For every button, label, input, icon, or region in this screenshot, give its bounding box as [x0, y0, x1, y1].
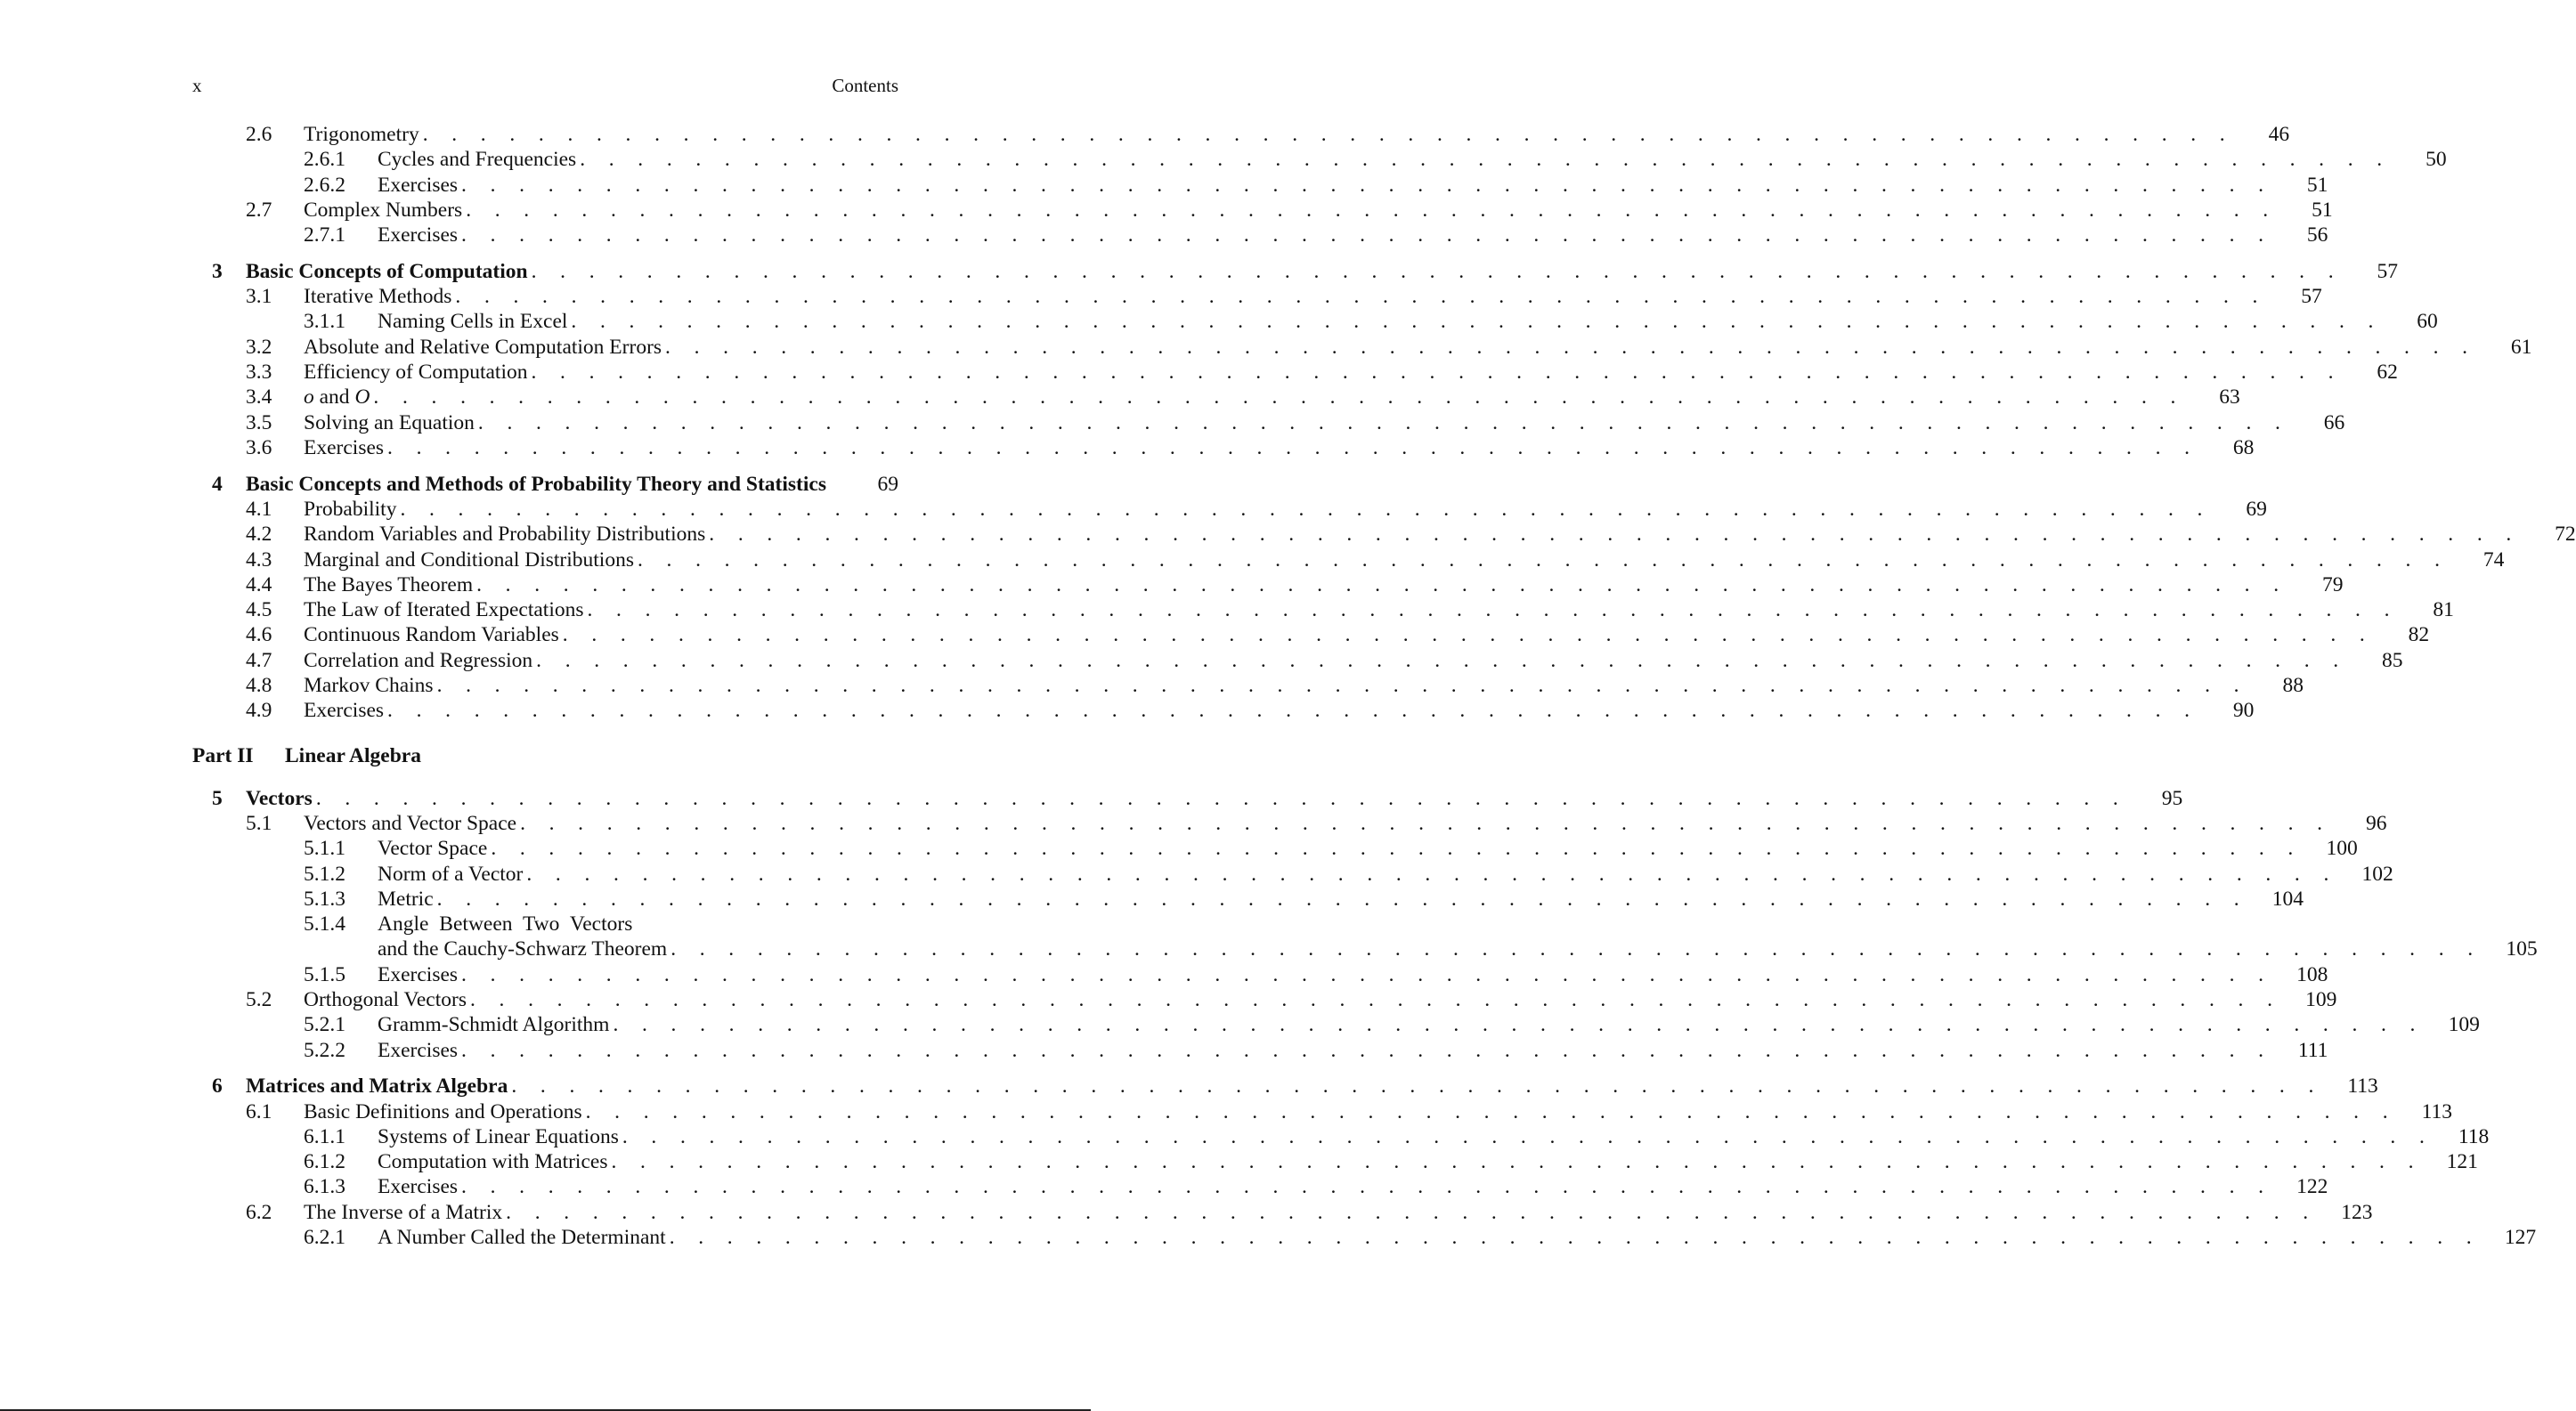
subsection-title: A Number Called the Determinant [378, 1226, 666, 1250]
toc-section[interactable] [192, 597, 2454, 622]
toc-section[interactable] [192, 698, 2255, 723]
section-number: 3.6 [246, 435, 272, 459]
toc-subsection[interactable] [192, 1149, 2478, 1174]
chapter-number: 6 [212, 1074, 223, 1099]
leader-dots: . . . . . . . . . . . . . . . . . . . . . . . . . . . . . . . . . . . . . . . . . . . . . . . . . . . . . . . . . . . . . . . [571, 310, 2383, 334]
subsection-title: Metric [378, 887, 434, 911]
leader-dots: . . . . . . . . . . . . . . . . . . . . . . . . . . . . . . . . . . . . . . . . . . . . . . . . . . . . . . . . . . . . . . . [461, 173, 2273, 197]
subsection-title: Gramm-Schmidt Algorithm [378, 1013, 610, 1037]
leader-dots: . . . . . . . . . . . . . . . . . . . . . . . . . . . . . . . . . . . . . . . . . . . . . . . . . . . . . . . . . . . . . . . [562, 623, 2375, 647]
subsection-title: Computation with Matrices [378, 1150, 608, 1174]
section-title: Vectors and Vector Space [304, 811, 517, 835]
leader-dots: . . . . . . . . . . . . . . . . . . . . . . . . . . . . . . . . . . . . . . . . . . . . . . . . . . . . . . . . . . . . . . . [637, 547, 2450, 572]
chapter-title: Basic Concepts of Computation [246, 259, 528, 283]
section-title: The Law of Iterated Expectations [304, 598, 584, 622]
leader-dots: . . . . . . . . . . . . . . . . . . . . . . . . . . . . . . . . . . . . . . . . . . . . . . . . . . . . . . . . . . . . . . . [531, 259, 2343, 283]
section-page: 66 [2323, 410, 2345, 434]
toc-section[interactable] [192, 335, 2532, 360]
part-number: Part II [192, 743, 254, 767]
section-page: 74 [2483, 547, 2505, 572]
toc-block-ch5b [192, 962, 2480, 1063]
leader-dots: . . . . . . . . . . . . . . . . . . . . . . . . . . . . . . . . . . . . . . . . . . . . . . . . . . . . . . . . . . . . . . . [436, 887, 2249, 911]
toc-subsection[interactable] [192, 1225, 2537, 1250]
subsection-number: 5.2.2 [304, 1038, 345, 1062]
page-header [192, 75, 898, 100]
section-page: 46 [2268, 123, 2290, 146]
toc-section[interactable] [192, 1200, 2373, 1225]
section-number: 4.2 [246, 523, 272, 547]
section-number: 4.4 [246, 572, 272, 596]
chapter-page: 57 [2377, 259, 2398, 283]
section-page: 109 [2305, 987, 2337, 1011]
toc-subsection[interactable] [192, 836, 2358, 861]
toc-subsection[interactable] [192, 309, 2438, 334]
toc-subsection[interactable] [192, 1174, 2328, 1199]
chapter-title: Matrices and Matrix Algebra [246, 1074, 508, 1099]
leader-dots: . . . . . . . . . . . . . . . . . . . . . . . . . . . . . . . . . . . . . . . . . . . . . . . . . . . . . . . . . . . . . . . [469, 987, 2282, 1011]
toc-section[interactable] [192, 522, 2576, 547]
subsection-page: 118 [2458, 1124, 2490, 1148]
leader-dots: . . . . . . . . . . . . . . . . . . . . . . . . . . . . . . . . . . . . . . . . . . . . . . . . . . . . . . . . . . . . . . . [422, 123, 2235, 146]
toc-subsection[interactable] [192, 962, 2328, 987]
toc-section[interactable] [192, 497, 2267, 522]
subsection-title-line1: Angle Between Two Vectors [378, 912, 633, 937]
subsection-page: 121 [2446, 1150, 2478, 1174]
subsection-page: 56 [2306, 223, 2328, 247]
toc-section[interactable] [192, 410, 2345, 435]
leader-dots: . . . . . . . . . . . . . . . . . . . . . . . . . . . . . . . . . . . . . . . . . . . . . . . . . . . . . . . . . . . . . . . [520, 811, 2332, 835]
toc-section[interactable] [192, 547, 2505, 572]
big-o-symbol: O [354, 385, 370, 410]
section-title: Solving an Equation [304, 410, 475, 434]
leader-dots: . . . . . . . . . . . . . . . . . . . . . . . . . . . . . . . . . . . . . . . . . . . . . . . . . . . . . . . . . . . . . . . [709, 523, 2521, 547]
leader-dots: . . . . . . . . . . . . . . . . . . . . . . . . . . . . . . . . . . . . . . . . . . . . . . . . . . . . . . . . . . . . . . . [436, 674, 2248, 698]
leader-dots: . . . . . . . . . . . . . . . . . . . . . . . . . . . . . . . . . . . . . . . . . . . . . . . . . . . . . . . . . . . . . . . [580, 148, 2392, 172]
section-title: Markov Chains [304, 674, 434, 698]
leader-dots: . . . . . . . . . . . . . . . . . . . . . . . . . . . . . . . . . . . . . . . . . . . . . . . . . . . . . . . . . . . . . . . [315, 786, 2128, 810]
subsection-title: Norm of a Vector [378, 862, 524, 886]
section-number: 6.2 [246, 1200, 272, 1224]
section-page: 113 [2421, 1099, 2452, 1123]
leader-dots: . . . . . . . . . . . . . . . . . . . . . . . . . . . . . . . . . . . . . . . . . . . . . . . . . . . . . . . . . . . . . . . [670, 937, 2483, 961]
leader-dots: . . . . . . . . . . . . . . . . . . . . . . . . . . . . . . . . . . . . . . . . . . . . . . . . . . . . . . . . . . . . . . . [587, 598, 2399, 622]
section-title: The Inverse of a Matrix [304, 1200, 503, 1224]
subsection-number: 6.1.3 [304, 1175, 345, 1199]
toc-section[interactable] [192, 122, 2290, 147]
section-page: 81 [2433, 598, 2454, 622]
chapter-page: 95 [2161, 786, 2183, 810]
subsection-title: Exercises [378, 962, 459, 986]
little-o-symbol: o [304, 385, 314, 410]
section-number: 4.6 [246, 623, 272, 647]
subsection-number: 5.1.4 [304, 912, 345, 937]
subsection-page: 104 [2271, 887, 2304, 911]
section-page: 62 [2377, 361, 2398, 385]
leader-dots: . . . . . . . . . . . . . . . . . . . . . . . . . . . . . . . . . . . . . . . . . . . . . . . . . . . . . . . . . . . . . . . [461, 1175, 2273, 1199]
subsection-title: Exercises [378, 173, 459, 197]
subsection-title: Vector Space [378, 837, 488, 861]
toc-subsection[interactable] [192, 1038, 2328, 1063]
section-title: The Bayes Theorem [304, 572, 474, 596]
section-title: Random Variables and Probability Distributions [304, 523, 706, 547]
subsection-title-line2: and the Cauchy-Schwarz Theorem [378, 937, 668, 961]
and-word: and [313, 385, 355, 410]
section-title: Continuous Random Variables [304, 623, 559, 647]
leader-dots: . . . . . . . . . . . . . . . . . . . . . . . . . . . . . . . . . . . . . . . . . . . . . . . . . . . . . . . . . . . . . . . [387, 435, 2199, 459]
section-title: Complex Numbers [304, 198, 463, 222]
toc-subsection[interactable] [192, 1124, 2490, 1149]
toc-block-ch3 [192, 284, 2532, 385]
subsection-page: 60 [2417, 310, 2438, 334]
leader-dots: . . . . . . . . . . . . . . . . . . . . . . . . . . . . . . . . . . . . . . . . . . . . . . . . . . . . . . . . . . . . . . . [477, 410, 2290, 434]
section-number: 3.3 [246, 361, 272, 385]
toc-subsection[interactable] [192, 147, 2447, 172]
leader-dots: . . . . . . . . . . . . . . . . . . . . . . . . . . . . . . . . . . . . . . . . . . . . . . . . . . . . . . . . . . . . . . . [491, 837, 2303, 861]
leader-dots: . . . . . . . . . . . . . . . . . . . . . . . . . . . . . . . . . . . . . . . . . . . . . . . . . . . . . . . . . . . . . . . [400, 497, 2212, 521]
toc-chapter-4[interactable] [192, 472, 898, 497]
table-of-contents [192, 122, 2576, 1250]
section-page: 79 [2322, 572, 2344, 596]
toc-section[interactable] [192, 811, 2387, 836]
section-number: 5.2 [246, 987, 272, 1011]
toc-section[interactable] [192, 435, 2255, 460]
subsection-number: 5.1.2 [304, 862, 345, 886]
leader-dots: . . . . . . . . . . . . . . . . . . . . . . . . . . . . . . . . . . . . . . . . . . . . . . . . . . . . . . . . . . . . . . . [466, 198, 2278, 222]
subsection-number: 3.1.1 [304, 310, 345, 334]
toc-section[interactable] [192, 284, 2322, 309]
leader-dots: . . . . . . . . . . . . . . . . . . . . . . . . . . . . . . . . . . . . . . . . . . . . . . . . . . . . . . . . . . . . . . . [461, 1038, 2273, 1062]
toc-subsection[interactable] [192, 887, 2304, 912]
subsection-title: Cycles and Frequencies [378, 148, 577, 172]
subsection-page: 105 [2506, 937, 2538, 961]
leader-dots: . . . . . . . . . . . . . . . . . . . . . . . . . . . . . . . . . . . . . . . . . . . . . . . . . . . . . . . . . . . . . . . [461, 962, 2273, 986]
section-number: 4.3 [246, 547, 272, 572]
toc-section[interactable] [192, 648, 2403, 673]
subsection-number: 6.1.1 [304, 1124, 345, 1148]
toc-subsection[interactable] [192, 173, 2328, 198]
leader-dots: . . . . . . . . . . . . . . . . . . . . . . . . . . . . . . . . . . . . . . . . . . . . . . . . . . . . . . . . . . . . . . . [373, 385, 2185, 410]
toc-subsection[interactable] [192, 862, 2393, 887]
section-page: 123 [2341, 1200, 2373, 1224]
toc-chapter-3[interactable] [192, 259, 2398, 284]
chapter-number: 5 [212, 786, 223, 810]
chapter-title: Vectors [246, 786, 313, 810]
section-number: 4.1 [246, 497, 272, 521]
section-page: 68 [2232, 435, 2255, 459]
subsection-number: 5.1.1 [304, 837, 345, 861]
leader-dots: . . . . . . . . . . . . . . . . . . . . . . . . . . . . . . . . . . . . . . . . . . . . . . . . . . . . . . . . . . . . . . . [613, 1013, 2425, 1037]
toc-section[interactable] [192, 673, 2304, 698]
section-number: 3.2 [246, 335, 272, 359]
section-page: 96 [2365, 811, 2387, 835]
subsection-title: Exercises [378, 1175, 459, 1199]
leader-dots: . . . . . . . . . . . . . . . . . . . . . . . . . . . . . . . . . . . . . . . . . . . . . . . . . . . . . . . . . . . . . . . [511, 1074, 2323, 1099]
toc-chapter-6[interactable] [192, 1074, 2378, 1099]
toc-section[interactable] [192, 572, 2344, 597]
page-number: x [192, 75, 202, 96]
subsection-page: 50 [2426, 148, 2447, 172]
subsection-number: 6.2.1 [304, 1226, 345, 1250]
section-title: Orthogonal Vectors [304, 987, 467, 1011]
toc-section[interactable] [192, 987, 2337, 1012]
leader-dots: . . . . . . . . . . . . . . . . . . . . . . . . . . . . . . . . . . . . . . . . . . . . . . . . . . . . . . . . . . . . . . . [669, 1226, 2482, 1250]
subsection-title: Exercises [378, 223, 459, 247]
toc-section[interactable] [192, 622, 2430, 647]
subsection-page: 51 [2306, 173, 2328, 197]
chapter-page: 113 [2347, 1074, 2378, 1099]
subsection-number: 5.2.1 [304, 1013, 345, 1037]
subsection-number: 2.6.1 [304, 148, 345, 172]
toc-block-ch4 [192, 497, 2576, 724]
chapter-page: 69 [877, 472, 898, 496]
section-number: 3.1 [246, 285, 272, 309]
section-number: 2.6 [246, 123, 272, 146]
toc-part-2[interactable] [192, 738, 898, 774]
subsection-title: Naming Cells in Excel [378, 310, 568, 334]
section-number: 5.1 [246, 811, 272, 835]
subsection-page: 109 [2448, 1013, 2480, 1037]
leader-dots: . . . . . . . . . . . . . . . . . . . . . . . . . . . . . . . . . . . . . . . . . . . . . . . . . . . . . . . . . . . . . . . [536, 648, 2348, 672]
subsection-page: 122 [2296, 1175, 2328, 1199]
section-title: Probability [304, 497, 397, 521]
toc-subsection[interactable] [192, 223, 2328, 247]
section-number: 4.7 [246, 648, 272, 672]
chapter-title: Basic Concepts and Methods of Probability Theory and Statistics [246, 472, 826, 496]
toc-block-ch5 [192, 811, 2393, 912]
section-number: 4.8 [246, 674, 272, 698]
running-title: Contents [832, 75, 898, 96]
subsection-page: 127 [2504, 1226, 2537, 1250]
leader-dots: . . . . . . . . . . . . . . . . . . . . . . . . . . . . . . . . . . . . . . . . . . . . . . . . . . . . . . . . . . . . . . . [585, 1099, 2397, 1123]
chapter-number: 4 [212, 472, 223, 496]
subsection-page: 102 [2361, 862, 2393, 886]
section-page: 63 [2219, 385, 2240, 410]
leader-dots: . . . . . . . . . . . . . . . . . . . . . . . . . . . . . . . . . . . . . . . . . . . . . . . . . . . . . . . . . . . . . . . [476, 572, 2288, 596]
section-title: Trigonometry [304, 123, 419, 146]
section-title: Efficiency of Computation [304, 361, 528, 385]
part-title: Linear Algebra [285, 743, 421, 767]
leader-dots: . . . . . . . . . . . . . . . . . . . . . . . . . . . . . . . . . . . . . . . . . . . . . . . . . . . . . . . . . . . . . . . [531, 361, 2343, 385]
subsection-title: Exercises [378, 1038, 459, 1062]
section-page: 82 [2408, 623, 2430, 647]
toc-block-ch2 [192, 122, 2447, 247]
toc-section-3-4[interactable] [192, 385, 2240, 410]
toc-chapter-5[interactable] [192, 786, 2183, 811]
section-title [304, 385, 370, 410]
section-page: 90 [2232, 699, 2255, 723]
subsection-number: 5.1.5 [304, 962, 345, 986]
leader-dots: . . . . . . . . . . . . . . . . . . . . . . . . . . . . . . . . . . . . . . . . . . . . . . . . . . . . . . . . . . . . . . . [506, 1200, 2318, 1224]
subsection-title: Systems of Linear Equations [378, 1124, 619, 1148]
section-number: 3.4 [246, 385, 272, 410]
leader-dots: . . . . . . . . . . . . . . . . . . . . . . . . . . . . . . . . . . . . . . . . . . . . . . . . . . . . . . . . . . . . . . . [526, 862, 2338, 886]
leader-dots: . . . . . . . . . . . . . . . . . . . . . . . . . . . . . . . . . . . . . . . . . . . . . . . . . . . . . . . . . . . . . . . [455, 285, 2267, 309]
toc-subsection-5-1-4[interactable] [192, 912, 2538, 962]
section-page: 61 [2510, 335, 2532, 359]
section-title: Iterative Methods [304, 285, 452, 309]
section-page: 85 [2382, 648, 2403, 672]
leader-dots: . . . . . . . . . . . . . . . . . . . . . . . . . . . . . . . . . . . . . . . . . . . . . . . . . . . . . . . . . . . . . . . [665, 335, 2477, 359]
leader-dots: . . . . . . . . . . . . . . . . . . . . . . . . . . . . . . . . . . . . . . . . . . . . . . . . . . . . . . . . . . . . . . . [461, 223, 2273, 247]
section-number: 6.1 [246, 1099, 272, 1123]
leader-dots: . . . . . . . . . . . . . . . . . . . . . . . . . . . . . . . . . . . . . . . . . . . . . . . . . . . . . . . . . . . . . . . [622, 1124, 2434, 1148]
section-title: Marginal and Conditional Distributions [304, 547, 634, 572]
section-page: 88 [2282, 674, 2304, 698]
subsection-page: 100 [2326, 837, 2358, 861]
section-page: 57 [2301, 285, 2322, 309]
toc-block-ch3b [192, 410, 2345, 461]
toc-section[interactable] [192, 360, 2398, 385]
section-page: 72 [2555, 523, 2576, 547]
toc-block-ch6 [192, 1099, 2537, 1251]
leader-dots: . . . . . . . . . . . . . . . . . . . . . . . . . . . . . . . . . . . . . . . . . . . . . . . . . . . . . . . . . . . . . . . [387, 699, 2199, 723]
section-title: Exercises [304, 435, 385, 459]
subsection-number: 2.6.2 [304, 173, 345, 197]
section-page: 69 [2246, 497, 2267, 521]
subsection-number: 5.1.3 [304, 887, 345, 911]
section-number: 4.5 [246, 598, 272, 622]
section-number: 2.7 [246, 198, 272, 222]
section-title: Exercises [304, 699, 385, 723]
section-title: Correlation and Regression [304, 648, 533, 672]
leader-dots: . . . . . . . . . . . . . . . . . . . . . . . . . . . . . . . . . . . . . . . . . . . . . . . . . . . . . . . . . . . . . . . [611, 1150, 2423, 1174]
section-title: Absolute and Relative Computation Errors [304, 335, 662, 359]
subsection-page: 108 [2296, 962, 2328, 986]
toc-section[interactable] [192, 198, 2333, 223]
toc-section[interactable] [192, 1099, 2452, 1124]
subsection-number: 6.1.2 [304, 1150, 345, 1174]
toc-subsection[interactable] [192, 1012, 2480, 1037]
subsection-page: 111 [2297, 1038, 2328, 1062]
section-number: 3.5 [246, 410, 272, 434]
chapter-number: 3 [212, 259, 223, 283]
section-page: 51 [2312, 198, 2333, 222]
subsection-number: 2.7.1 [304, 223, 345, 247]
section-title: Basic Definitions and Operations [304, 1099, 582, 1123]
section-number: 4.9 [246, 699, 272, 723]
